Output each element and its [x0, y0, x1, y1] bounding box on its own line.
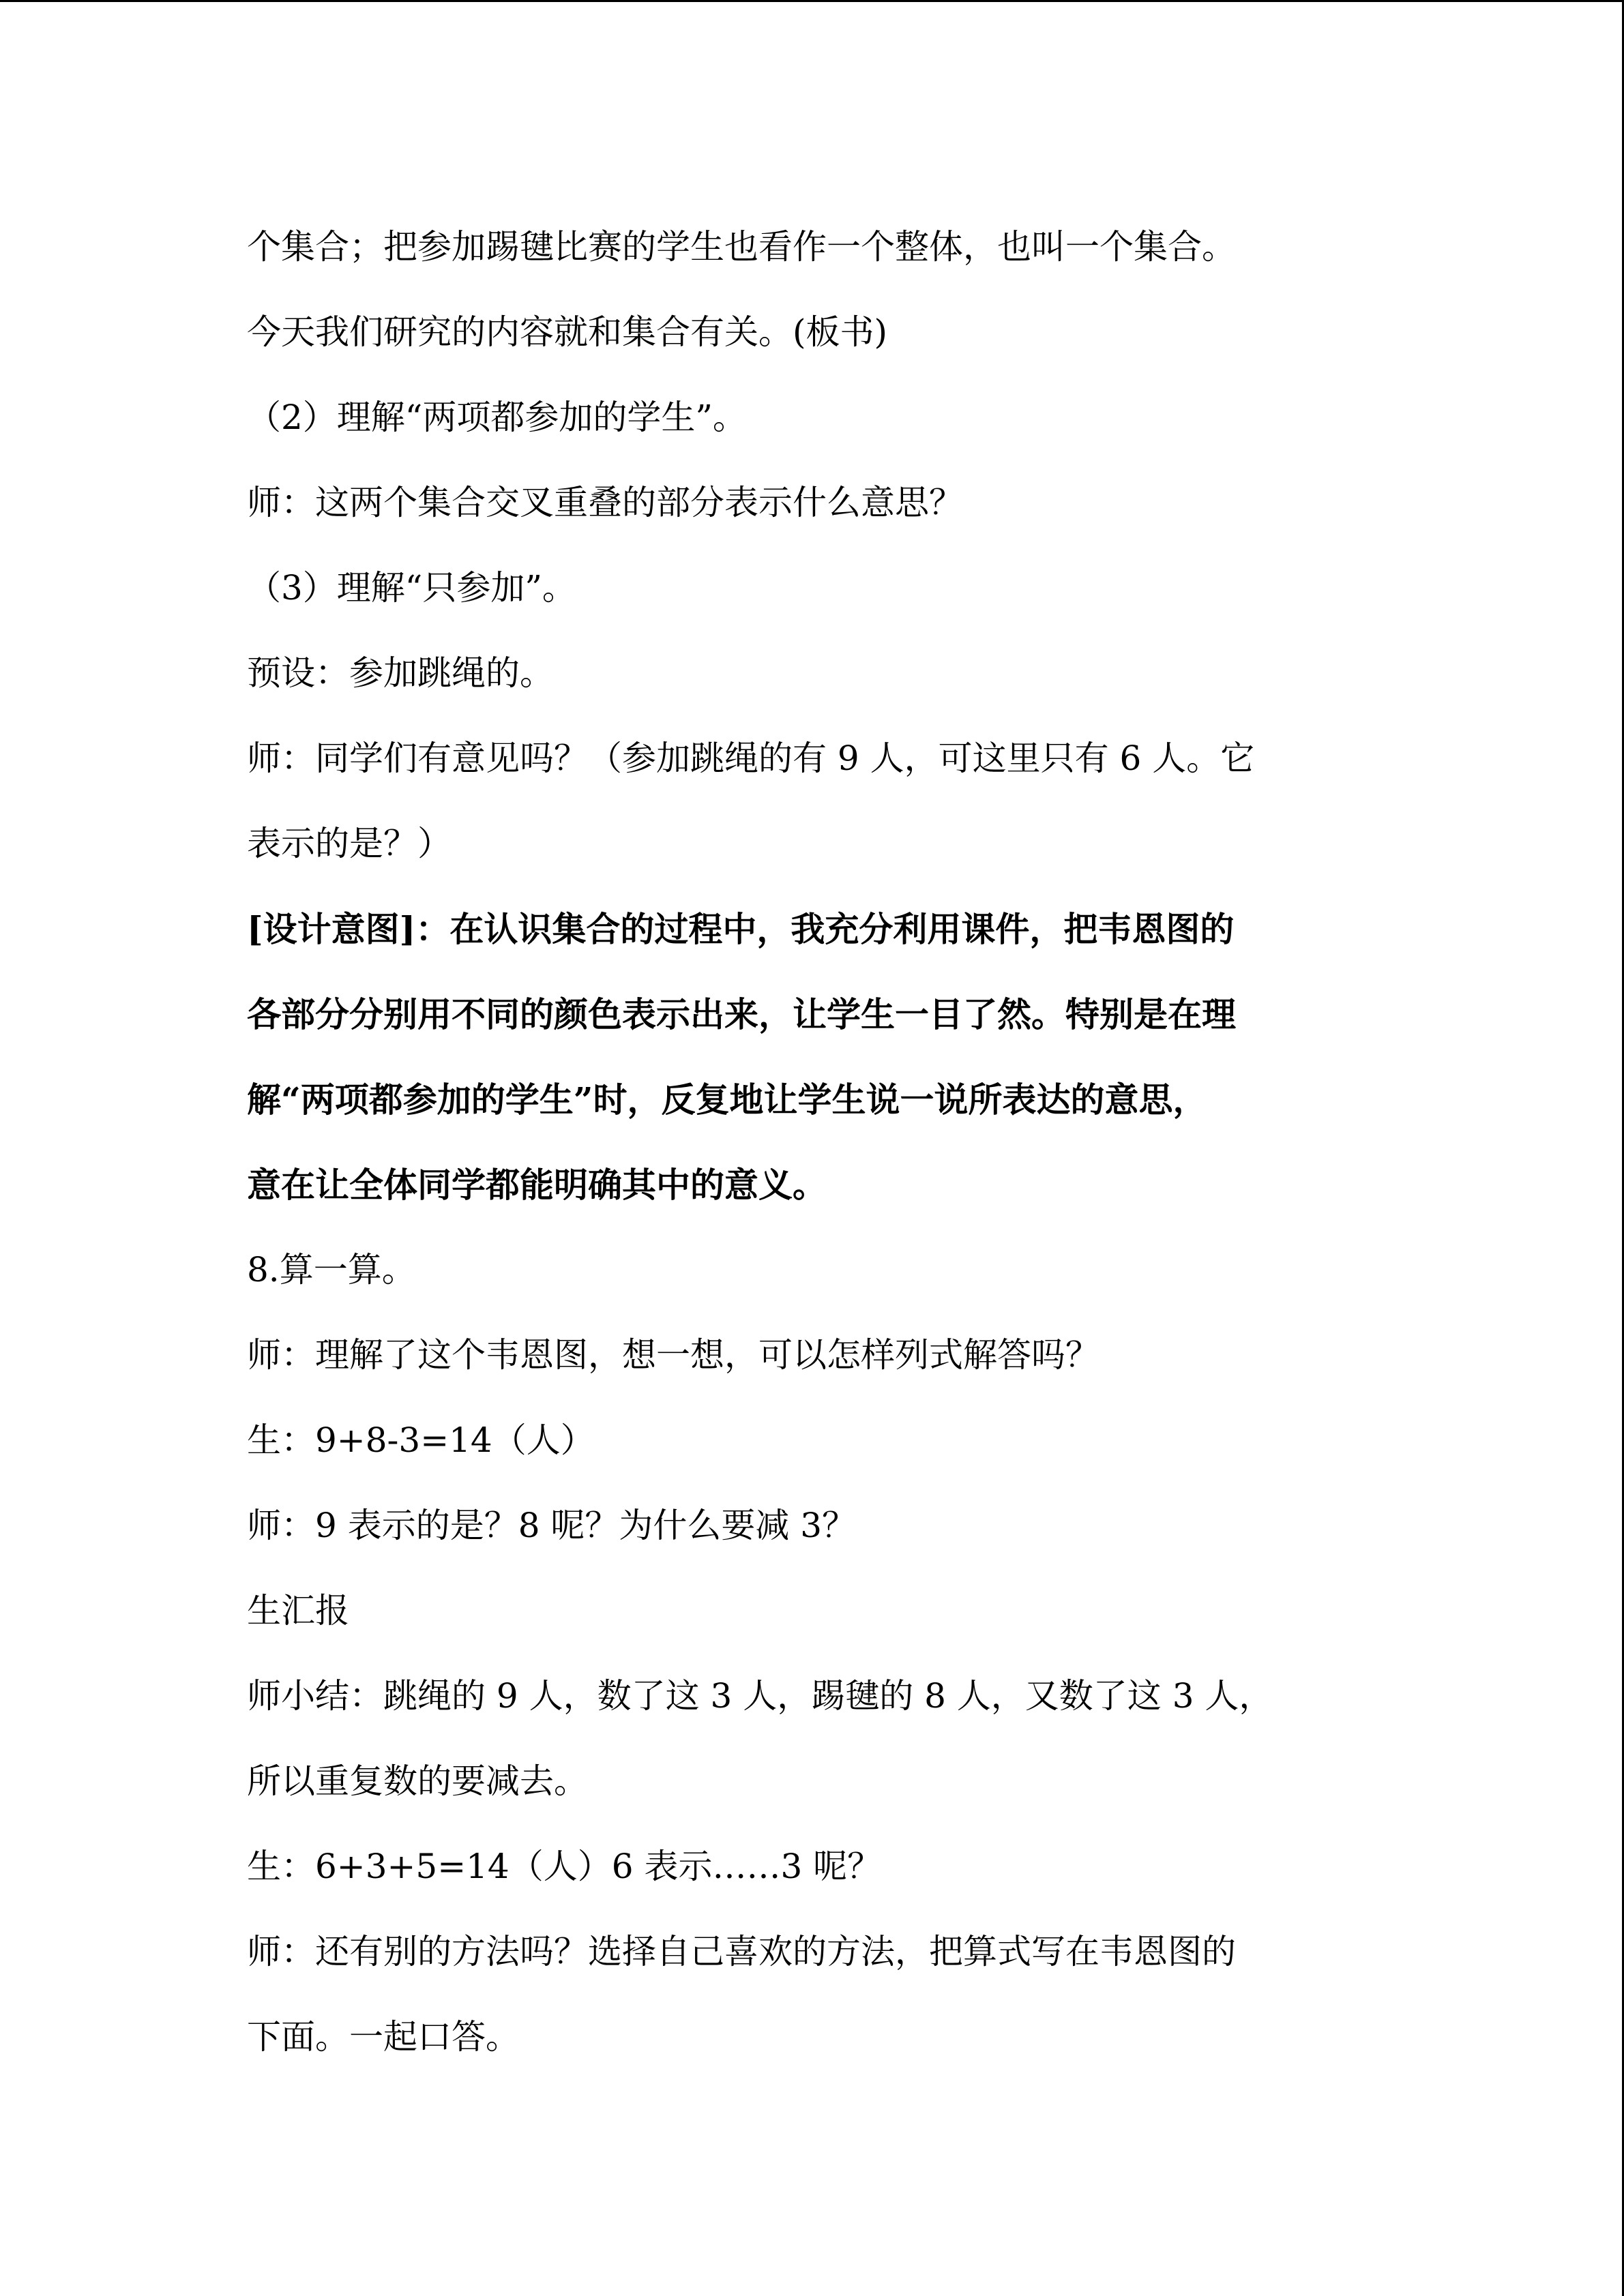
- section-heading: （3）理解“只参加”。: [247, 568, 576, 608]
- text-line: 师：同学们有意见吗？（参加跳绳的有 9 人，可这里只有 6 人。它: [247, 739, 1255, 778]
- text-line: 生：9+8-3=14（人）: [247, 1420, 595, 1460]
- text-line: 师：理解了这个韦恩图，想一想，可以怎样列式解答吗？: [247, 1335, 1099, 1375]
- text-line: 生：6+3+5=14（人）6 表示……3 呢？: [247, 1847, 882, 1886]
- text-line: 师：9 表示的是？8 呢？为什么要减 3？: [247, 1506, 857, 1545]
- text-line: 师：还有别的方法吗？选择自己喜欢的方法，把算式写在韦恩图的: [247, 1932, 1236, 1971]
- text-line: 所以重复数的要减去。: [247, 1761, 588, 1801]
- design-intent-line: [设计意图]：在认识集合的过程中，我充分利用课件，把韦恩图的: [247, 909, 1235, 949]
- text-line: 表示的是？）: [247, 824, 452, 863]
- section-heading: （2）理解“两项都参加的学生”。: [247, 398, 747, 437]
- text-line: 预设：参加跳绳的。: [247, 653, 554, 693]
- text-line: 下面。一起口答。: [247, 2017, 520, 2057]
- design-intent-line: 意在让全体同学都能明确其中的意义。: [247, 1165, 827, 1205]
- text-line: 个集合；把参加踢毽比赛的学生也看作一个整体，也叫一个集合。: [247, 227, 1236, 267]
- document-body: [247, 205, 1406, 2080]
- design-intent-line: 解“两项都参加的学生”时，反复地让学生说一说所表达的意思，: [247, 1079, 1207, 1120]
- text-line: 师：这两个集合交叉重叠的部分表示什么意思？: [247, 483, 963, 522]
- section-heading: 8.算一算。: [247, 1250, 416, 1289]
- design-intent-line: 各部分分别用不同的颜色表示出来，让学生一目了然。特别是在理: [247, 994, 1236, 1034]
- text-line: 生汇报: [247, 1591, 349, 1630]
- text-line: 今天我们研究的内容就和集合有关。(板书): [247, 312, 888, 352]
- text-line: 师小结：跳绳的 9 人，数了这 3 人，踢毽的 8 人，又数了这 3 人，: [247, 1676, 1273, 1716]
